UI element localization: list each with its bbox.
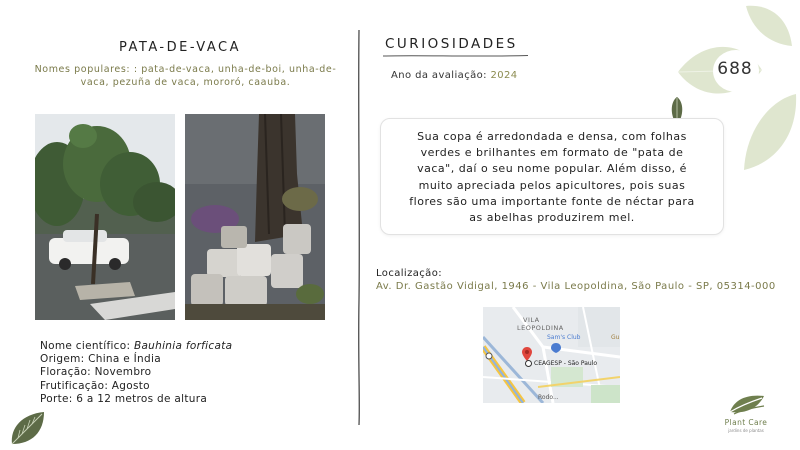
map-district-label-1: VILA [523,316,540,324]
fruiting: Frutificação: Agosto [40,379,150,392]
flowering: Floração: Novembro [40,366,152,379]
scientific-name-label: Nome científico: [40,340,131,352]
tree-photo-illustration [35,114,175,320]
location-address[interactable]: Av. Dr. Gastão Vidigal, 1946 - Vila Leopoldina, São Paulo - SP, 05314-000 [376,281,776,292]
popular-names: Nomes populares: : pata-de-vaca, unha-de-boi, unha-de-vaca, pezuña de vaca, mororó, caauba. [34,64,337,88]
map-road-label: Rodo... [538,394,559,401]
year-value: 2024 [490,70,518,81]
map-place-label: CEAGESP - São Paulo [534,360,598,367]
brand-tagline: jardins de plantas [728,428,764,433]
curiosities-title: CURIOSIDADES [385,36,518,52]
leaf-icon [8,408,48,448]
plant-facts [40,340,232,406]
shopping-icon [551,343,561,353]
place-marker-icon [525,360,532,367]
scientific-name: Bauhinia forficata [133,340,233,352]
tree-photo [35,114,175,320]
map-graphic [483,307,620,403]
location-label: Localização: [376,268,442,279]
curiosity-card [380,118,724,235]
map-district-label-2: LEOPOLDINA [517,324,564,332]
plant-title: PATA-DE-VACA [119,40,241,55]
evaluation-year [391,70,518,81]
brand-name: Plant Care [724,418,768,427]
curiosity-text: Sua copa é arredondada e densa, com folhas verdes e brilhantes em formato de "pata de vaca", daí o seu nome popular. Além disso, é muito apreciada pelos apicultores, pois suas flores são uma importante fonte de néctar para as abelhas produzirem mel. [409,130,695,225]
origin: Origem: China e Índia [40,353,161,366]
map-pin-icon [522,347,532,361]
map-edge-label: Gu [611,334,620,341]
map-store-label: Sam's Club [547,334,581,341]
trunk-photo-illustration [185,114,325,320]
year-label: Ano da avaliação: [391,70,487,81]
scientific-name-row [40,340,232,353]
location-map[interactable] [483,307,620,403]
title-underline [383,54,528,58]
tree-number: 688 [717,59,753,79]
trunk-photo [185,114,325,320]
plant-care-logo-icon [728,392,766,416]
size: Porte: 6 a 12 metros de altura [40,392,208,405]
vertical-divider [356,0,362,450]
